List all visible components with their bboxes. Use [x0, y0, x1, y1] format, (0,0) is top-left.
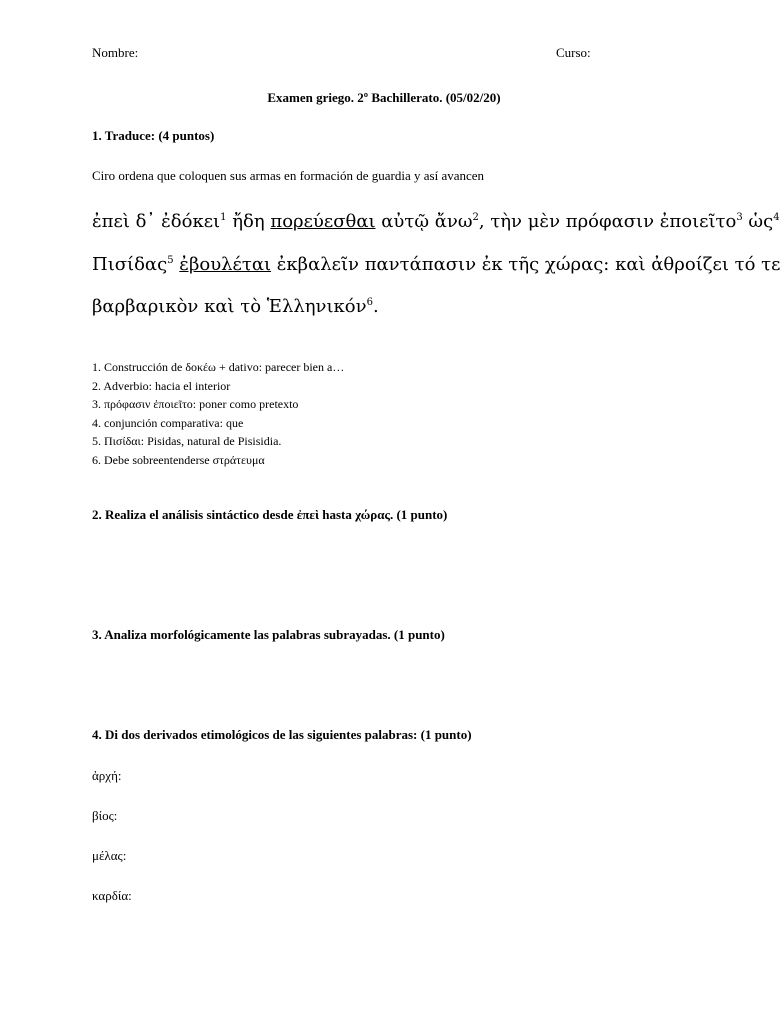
greek-fragment: ἤδη	[226, 211, 271, 232]
curso-label: Curso:	[556, 45, 591, 60]
underlined-word: ἐβουλέται	[179, 254, 272, 275]
greek-fragment: ἐπεὶ δ᾽ ἐδόκει	[92, 211, 221, 232]
greek-fragment: , τὴν μὲν πρόφασιν ἐποιεῖτο	[478, 211, 737, 232]
greek-fragment: .	[372, 296, 379, 317]
footnote-item: 5. Πισίδαι: Pisidas, natural de Pisisidia.	[92, 434, 282, 448]
nombre-label: Nombre:	[92, 45, 139, 60]
greek-text-line-3	[92, 296, 379, 317]
greek-text-line-1	[92, 211, 780, 232]
question-4-title: 4. Di dos derivados etimológicos de las siguientes palabras: (1 punto)	[92, 727, 472, 742]
vocab-word: μέλας:	[92, 848, 127, 863]
footnote-ref: 3	[736, 212, 743, 223]
footnote-ref: 6	[366, 297, 373, 308]
question-3-title: 3. Analiza morfológicamente las palabras subrayadas. (1 punto)	[92, 627, 445, 642]
footnote-ref: 1	[220, 212, 227, 223]
footnote-item: 2. Adverbio: hacia el interior	[92, 378, 231, 393]
footnote-ref: 5	[167, 255, 174, 266]
footnote-item: 6. Debe sobreentenderse στράτευμα	[92, 452, 265, 467]
greek-fragment: ἐκβαλεῖν παντάπασιν ἐκ τῆς χώρας: καὶ ἀθροίζει τό τε	[271, 254, 780, 275]
footnotes	[92, 358, 344, 469]
question-2-title: 2. Realiza el análisis sintáctico desde ἐπεὶ hasta χώρας. (1 punto)	[92, 507, 448, 522]
footnote-ref: 2	[472, 212, 479, 223]
footnote-item: 4. conjunción comparativa: que	[92, 415, 244, 430]
question-1-intro: Ciro ordena que coloquen sus armas en formación de guardia y así avancen	[92, 168, 485, 183]
vocab-word: ἀρχή:	[92, 768, 122, 783]
question-1-title: 1. Traduce: (4 puntos)	[92, 128, 215, 143]
footnote-ref: 4	[773, 212, 780, 223]
underlined-word: πορεύεσθαι	[270, 211, 376, 232]
greek-fragment: Πισίδας	[92, 254, 168, 275]
exam-title: Examen griego. 2º Bachillerato. (05/02/20)	[267, 90, 501, 105]
vocab-word: καρδία:	[92, 888, 132, 903]
footnote-item: 3. πρόφασιν ἐποιεῖτο: poner como pretexto	[92, 397, 299, 411]
greek-fragment: ὡς	[742, 211, 774, 232]
footnote-item: 1. Construcción de δοκέω + dativo: parecer bien a…	[92, 360, 345, 374]
vocab-word: βίος:	[92, 808, 118, 823]
greek-fragment: αὐτῷ ἄνω	[375, 211, 473, 232]
greek-text-line-2	[92, 254, 780, 275]
greek-fragment: βαρβαρικὸν καὶ τὸ Ἑλληνικόν	[92, 296, 367, 317]
